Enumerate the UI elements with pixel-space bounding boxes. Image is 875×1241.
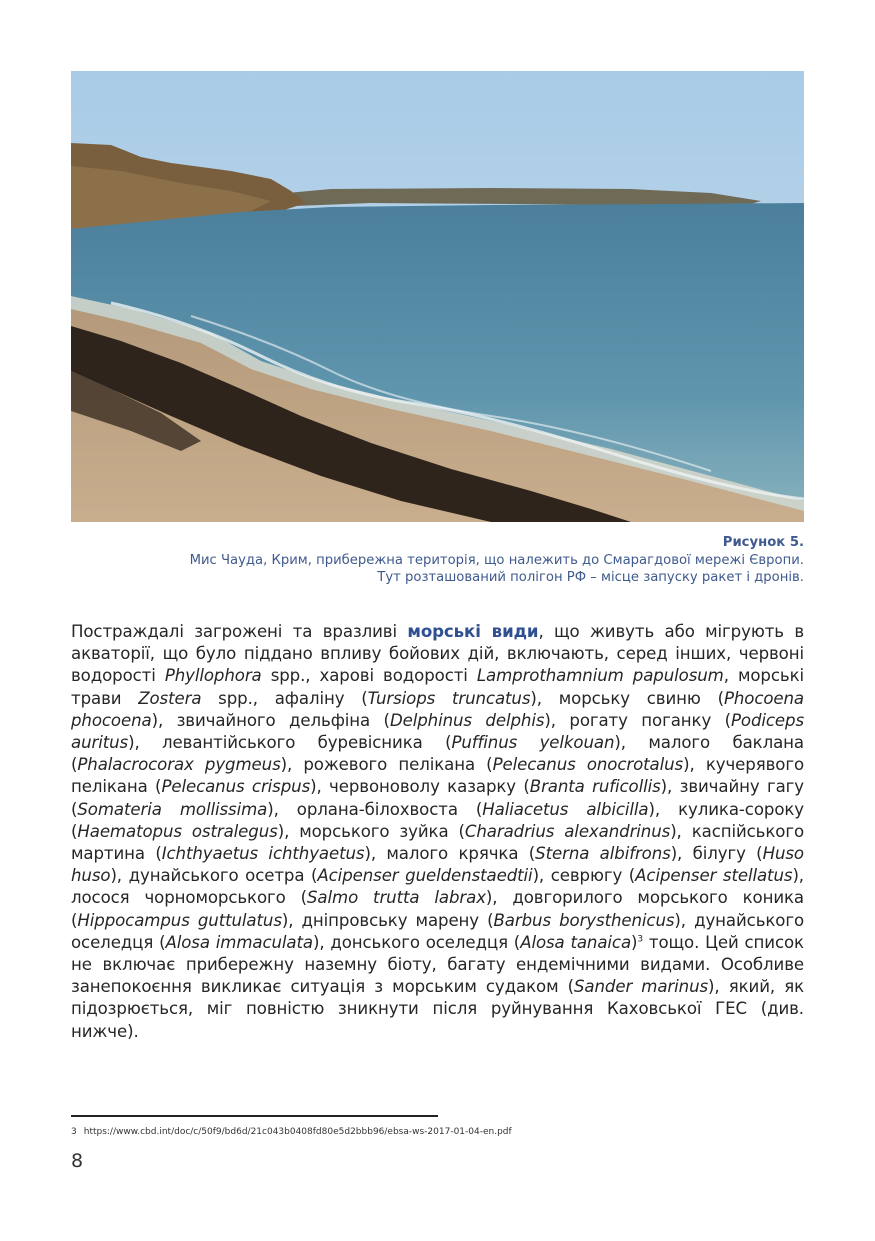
figure-caption <box>71 534 804 587</box>
footnote-ref[interactable]: 3 <box>637 934 644 945</box>
body-text: ), кулика-сороку ( <box>71 799 805 841</box>
figure-caption-line-1: Мис Чауда, Крим, прибережна територія, що належить до Смарагдової мережі Європи. <box>189 552 804 568</box>
species-name: Acipenser stellatus <box>635 866 793 886</box>
species-name: Pelecanus crispus <box>161 777 311 797</box>
body-text: ), дунайського осетра ( <box>110 866 318 886</box>
body-text: ), малого крячка ( <box>364 844 536 864</box>
body-text: ), звичайного дельфіна ( <box>151 710 390 730</box>
species-name: Barbus borysthenicus <box>493 910 675 930</box>
figure-title: Рисунок 5. <box>722 535 804 550</box>
species-name: Zostera <box>138 688 202 708</box>
species-name: Salmo trutta labrax <box>307 888 486 908</box>
species-name: Alosa immaculata <box>165 932 313 952</box>
body-text: ), морську свиню ( <box>530 688 724 708</box>
species-name: Ichthyaetus ichthyaetus <box>161 844 365 864</box>
species-name: Acipenser gueldenstaedtii <box>317 866 533 886</box>
species-name: Huso huso <box>71 844 804 886</box>
body-text: ), дніпровську марену ( <box>281 910 494 930</box>
body-text: ) <box>631 932 638 952</box>
body-text: spp., афаліну ( <box>201 688 368 708</box>
body-text: ), каспійського мартина ( <box>71 821 805 864</box>
species-name: Podiceps auritus <box>71 710 805 753</box>
footnote <box>71 1127 512 1137</box>
species-name: Somateria mollissima <box>77 799 268 819</box>
body-text: тощо. Цей список не включає прибережну наземну біоту, багату ендемічними видами. Особливе занепокоєння викликає ситуація з морським судаком ( <box>71 932 804 997</box>
species-name: Haematopus ostralegus <box>77 821 278 841</box>
body-text: , що живуть або мігрують в акваторії, що було піддано впливу бойових дій, включають, серед інших, червоні водорості <box>71 622 805 686</box>
body-text: , морські трави <box>71 666 804 708</box>
species-name: Hippocampus guttulatus <box>77 910 282 930</box>
body-text: ), який, як підозрюється, міг повністю зникнути після руйнування Каховської ГЕС (див. нижче). <box>71 977 804 1041</box>
body-text: ), кучерявого пелікана ( <box>71 755 804 797</box>
species-name: Pelecanus onocrotalus <box>492 755 684 775</box>
coast-photo <box>71 71 804 522</box>
species-name: Sander marinus <box>573 977 709 997</box>
body-paragraph <box>71 621 804 1043</box>
footnote-url[interactable]: https://www.cbd.int/doc/c/50f9/bd6d/21c043b0408fd80e5d2bbb96/ebsa-ws-2017-01-04-en.pdf <box>83 1127 512 1137</box>
page-number: 8 <box>71 1150 84 1172</box>
footnote-divider <box>71 1115 438 1117</box>
body-text: ), рожевого пелікана ( <box>280 755 493 775</box>
body-text: ), білугу ( <box>670 844 763 864</box>
species-name: Alosa tanaica <box>520 932 632 952</box>
body-text: ), левантійського буревісника ( <box>128 733 452 753</box>
body-text: Постраждалі загрожені та вразливі <box>71 622 408 641</box>
species-name: Haliacetus albicilla <box>482 799 649 819</box>
species-name: Phocoena phocoena <box>71 688 804 730</box>
species-name: Tursiops truncatus <box>367 688 531 708</box>
species-name: Phalacrocorax pygmeus <box>77 755 281 775</box>
body-text: ), севрюгу ( <box>532 866 636 886</box>
body-text: ), лосося чорноморського ( <box>71 866 804 908</box>
species-name: Charadrius alexandrinus <box>464 821 671 841</box>
species-name: Phyllophora <box>164 666 262 686</box>
figure-caption-line-2: Тут розташований полігон РФ – місце запуску ракет і дронів. <box>377 570 804 585</box>
species-name: Sterna albifrons <box>535 844 671 864</box>
footnote-number: 3 <box>71 1127 77 1137</box>
body-text: ), рогату поганку ( <box>544 710 731 730</box>
body-text: ), дунайського оселедця ( <box>71 910 805 952</box>
body-text: ), малого баклана ( <box>71 733 804 775</box>
marine-species-link[interactable]: морські види <box>407 622 539 641</box>
species-name: Lamprothamnium papulosum <box>476 666 724 686</box>
body-text: ), донського оселедця ( <box>312 932 521 952</box>
body-text: ), червоноволу казарку ( <box>310 777 530 797</box>
body-text: ), морського зуйка ( <box>277 821 465 841</box>
species-name: Delphinus delphis <box>389 710 545 730</box>
species-name: Branta ruficollis <box>529 777 661 797</box>
body-text: ), орлана-білохвоста ( <box>267 799 483 819</box>
body-text: spp., харові водорості <box>261 666 477 686</box>
body-text: ), звичайну гагу ( <box>71 777 805 819</box>
species-name: Puffinus yelkouan <box>451 733 615 753</box>
body-text: ), довгорилого морського коника ( <box>71 888 804 930</box>
